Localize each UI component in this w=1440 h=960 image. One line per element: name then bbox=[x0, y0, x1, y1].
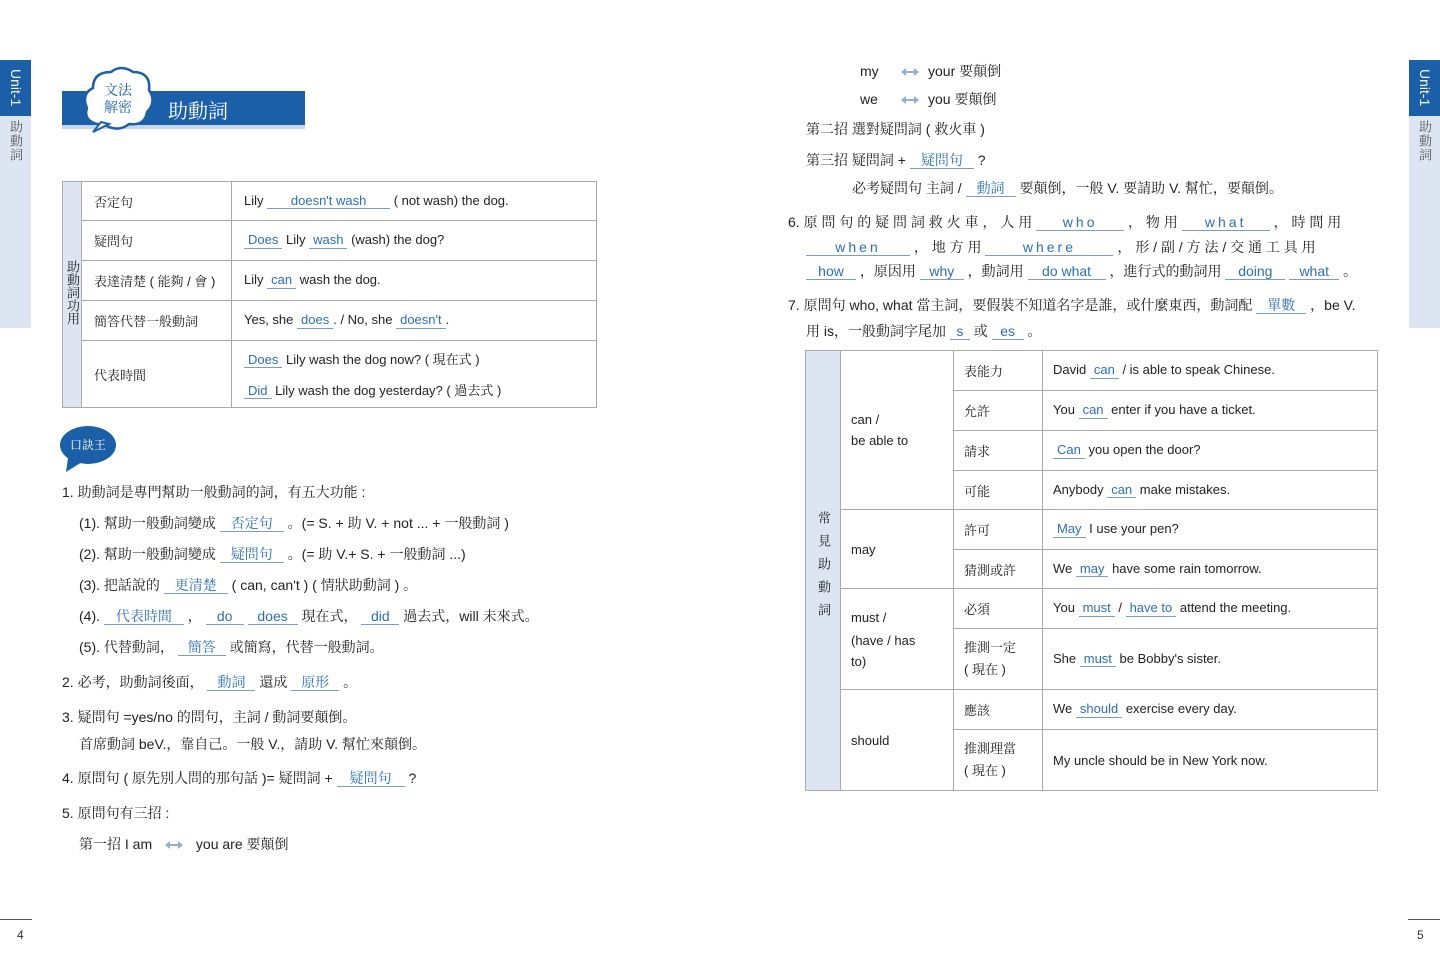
page-number-left: 4 bbox=[17, 928, 24, 942]
point-6-line3: how ，原因用 why ，動詞用 do what ，進行式的動詞用 doing what 。 bbox=[806, 261, 1357, 281]
usage-label: 請求 bbox=[954, 431, 1043, 471]
note-1-1: (1). 幫助一般動詞變成 否定句 。(= S. + 助 V. + not ... + 一般動詞 ) bbox=[79, 515, 509, 531]
page-rule-left bbox=[0, 919, 32, 920]
example-cell: You must / have to attend the meeting. bbox=[1043, 589, 1378, 629]
unit-label-right: Unit-1 bbox=[1409, 60, 1440, 116]
verb-must: must / (have / has to) bbox=[841, 589, 954, 690]
usage-label: 表能力 bbox=[954, 351, 1043, 391]
badge-line2: 解密 bbox=[104, 100, 132, 116]
point-7-line1: 7. 原問句 who, what 當主詞，要假裝不知道名字是誰，或什麼東西，動詞配 單數 ，be V. bbox=[788, 297, 1356, 313]
row-label: 代表時間 bbox=[82, 341, 232, 408]
example-cell: David can / is able to speak Chinese. bbox=[1043, 351, 1378, 391]
usage-label: 猜測或許 bbox=[954, 550, 1043, 589]
example-cell: We should exercise every day. bbox=[1043, 690, 1378, 730]
swap-my: my your 要顛倒 bbox=[860, 63, 1002, 79]
usage-label: 應該 bbox=[954, 690, 1043, 730]
verb-can: can / be able to bbox=[841, 351, 954, 510]
verb-may: may bbox=[841, 510, 954, 589]
example-cell: You can enter if you have a ticket. bbox=[1043, 391, 1378, 431]
kouju-label: 口訣王 bbox=[69, 438, 107, 452]
auxiliary-functions-table bbox=[62, 181, 597, 408]
swap-we: we you 要顛倒 bbox=[860, 91, 997, 107]
note-3a: 3. 疑問句 =yes/no 的問句，主詞 / 動詞要顛倒。 bbox=[62, 709, 357, 725]
usage-label: 推測一定 ( 現在 ) bbox=[954, 629, 1043, 690]
usage-label: 許可 bbox=[954, 510, 1043, 550]
note-1: 1. 助動詞是專門幫助一般動詞的詞，有五大功能 : bbox=[62, 484, 366, 500]
third-move: 第三招 疑問詞 + 疑問句 ? bbox=[806, 152, 986, 168]
page-number-right: 5 bbox=[1417, 928, 1424, 942]
badge-line1: 文法 bbox=[104, 83, 132, 99]
example-cell: She must be Bobby's sister. bbox=[1043, 629, 1378, 690]
table-cell: Does Lily wash (wash) the dog? bbox=[232, 221, 597, 261]
example-cell: May I use your pen? bbox=[1043, 510, 1378, 550]
right-side-tab bbox=[1409, 60, 1440, 328]
note-5: 5. 原問句有三招 : bbox=[62, 805, 170, 821]
table-cell: Lily can wash the dog. bbox=[232, 261, 597, 301]
row-label: 疑問句 bbox=[82, 221, 232, 261]
example-cell: My uncle should be in New York now. bbox=[1043, 730, 1378, 791]
note-1-3: (3). 把話說的 更清楚 ( can, can't ) ( 情狀助動詞 ) 。 bbox=[79, 577, 418, 593]
swap-arrow-icon bbox=[900, 95, 920, 105]
usage-label: 必須 bbox=[954, 589, 1043, 629]
section-label-left: 助動詞 bbox=[8, 120, 23, 162]
grammar-badge-icon bbox=[79, 64, 157, 134]
swap-arrow-icon bbox=[900, 67, 920, 77]
example-cell: Anybody can make mistakes. bbox=[1043, 471, 1378, 510]
point-6-line2: when ， 地 方 用 where ， 形 / 副 / 方 法 / 交 通 工 具 用 bbox=[806, 237, 1316, 257]
table-cell: Lily doesn't wash ( not wash) the dog. bbox=[232, 182, 597, 221]
section-label-right: 助動詞 bbox=[1417, 120, 1432, 162]
row-label: 否定句 bbox=[82, 182, 232, 221]
table-cell: Yes, she does . / No, she doesn't . bbox=[232, 301, 597, 341]
usage-label: 可能 bbox=[954, 471, 1043, 510]
row-label: 簡答代替一般動詞 bbox=[82, 301, 232, 341]
point-6-line1: 6. 原 問 句 的 疑 問 詞 救 火 車 ， 人 用 who ， 物 用 what ， 時 間 用 bbox=[788, 214, 1342, 230]
example-cell: Can you open the door? bbox=[1043, 431, 1378, 471]
verb-should: should bbox=[841, 690, 954, 791]
speech-bubble-icon bbox=[58, 424, 120, 474]
left-side-tab bbox=[0, 60, 31, 328]
must-know-note: 必考疑問句 主詞 / 動詞 要顛倒，一般 V. 要請助 V. 幫忙，要顛倒。 bbox=[852, 180, 1283, 196]
usage-label: 推測理當 ( 現在 ) bbox=[954, 730, 1043, 791]
table1-side-label: 助動詞功用 bbox=[63, 182, 82, 408]
unit-label-left: Unit-1 bbox=[0, 60, 31, 116]
section-title: 助動詞 bbox=[168, 101, 228, 123]
row-label: 表達清楚 ( 能夠 / 會 ) bbox=[82, 261, 232, 301]
note-2: 2. 必考，助動詞後面， 動詞 還成 原形 。 bbox=[62, 674, 358, 690]
point-7-line2: 用 is，一般動詞字尾加 s 或 es 。 bbox=[806, 323, 1042, 339]
note-4: 4. 原問句 ( 原先別人問的那句話 )= 疑問詞 + 疑問句 ? bbox=[62, 770, 417, 786]
table-cell: Does Lily wash the dog now? ( 現在式 ) Did Lily wash the dog yesterday? ( 過去式 ) bbox=[232, 341, 597, 408]
example-cell: We may have some rain tomorrow. bbox=[1043, 550, 1378, 589]
common-auxiliaries-table bbox=[805, 350, 1378, 791]
note-1-4: (4). 代表時間 ， do does 現在式， did 過去式，will 未來式。 bbox=[79, 608, 539, 624]
note-1-5: (5). 代替動詞， 簡答 或簡寫，代替一般動詞。 bbox=[79, 639, 384, 655]
page-rule-right bbox=[1408, 919, 1440, 920]
note-5-1: 第一招 I am you are 要顛倒 bbox=[79, 836, 289, 852]
table2-side-label: 常見助動詞 bbox=[806, 351, 841, 791]
swap-arrow-icon bbox=[164, 840, 184, 850]
second-move: 第二招 選對疑問詞 ( 救火車 ) bbox=[806, 121, 985, 137]
note-1-2: (2). 幫助一般動詞變成 疑問句 。(= 助 V.+ S. + 一般動詞 ...) bbox=[79, 546, 466, 562]
note-3b: 首席動詞 beV.，靠自己。一般 V.，請助 V. 幫忙來顛倒。 bbox=[79, 736, 426, 752]
usage-label: 允許 bbox=[954, 391, 1043, 431]
